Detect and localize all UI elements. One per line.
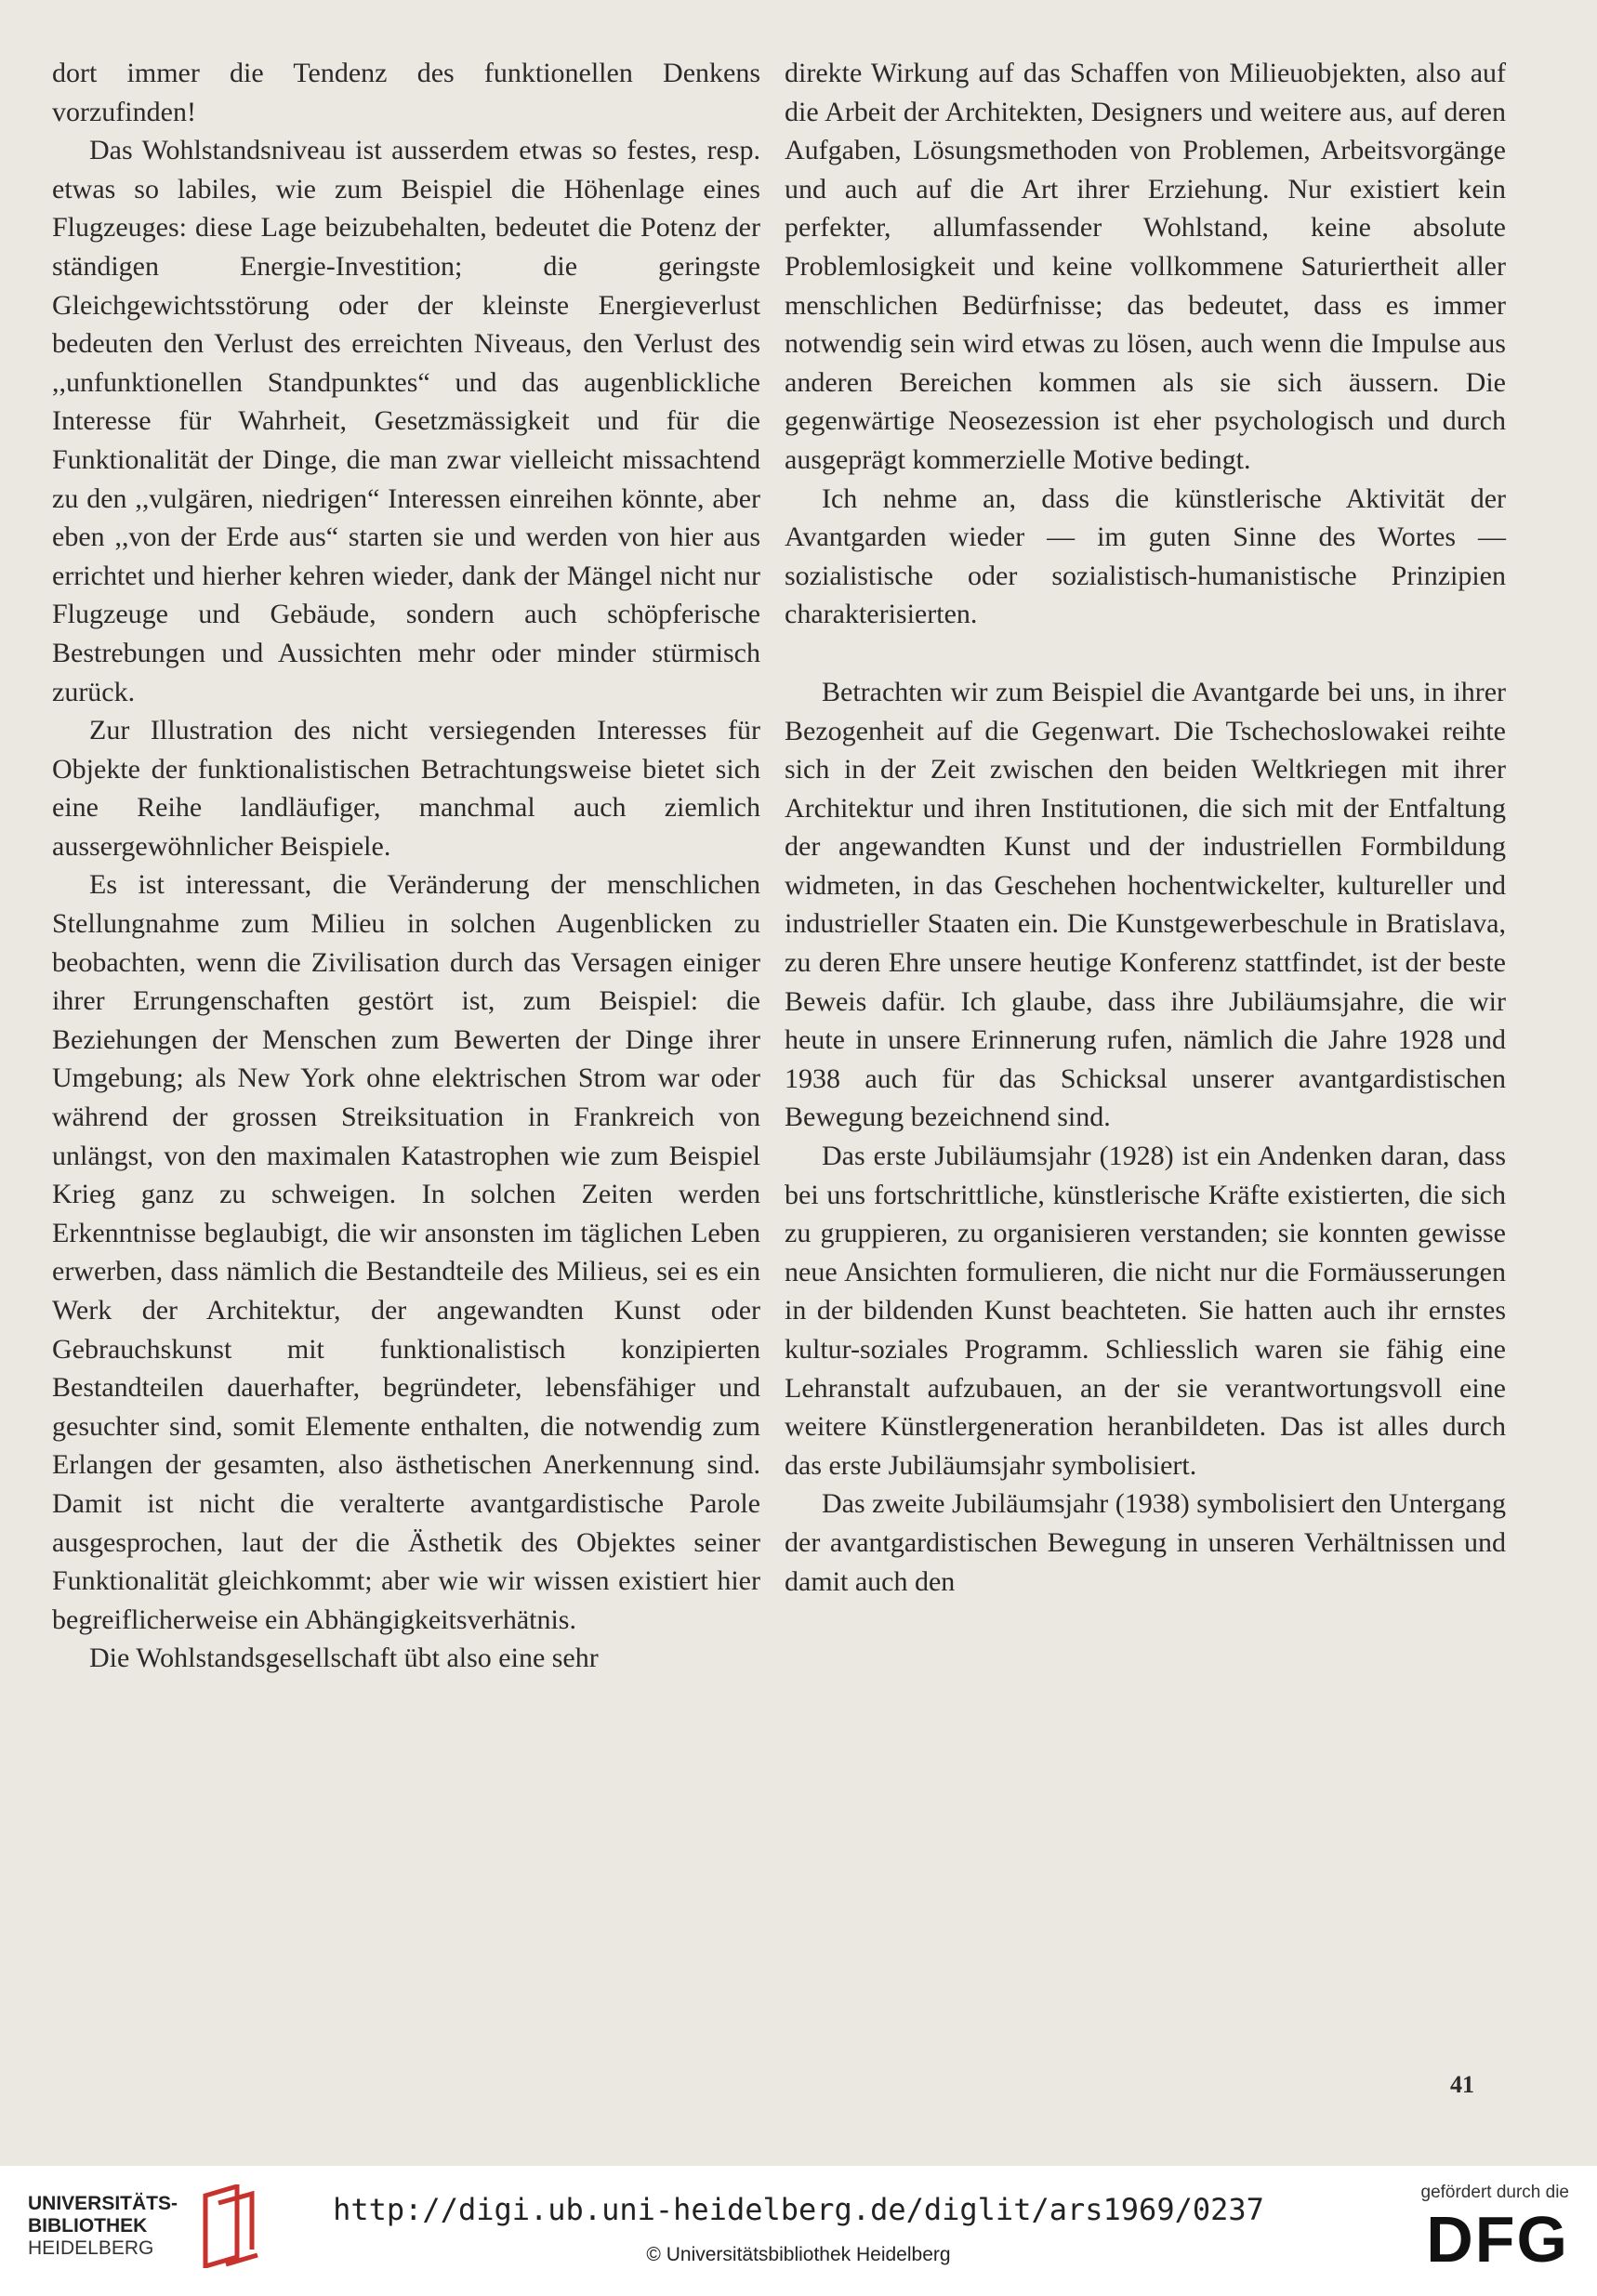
dfg-logo: DFG: [1426, 2203, 1569, 2276]
digitization-footer: [0, 2166, 1597, 2296]
paragraph: Ich nehme an, dass die künstlerische Aktivität der Avantgarden wieder — im guten Sinne des Wortes — sozialistische oder sozialistisch-humanistische Prinzipien charakterisierten.: [785, 482, 1506, 630]
paragraph: Das zweite Jubiläumsjahr (1938) symbolisiert den Untergang der avantgardistischen Bewegung in unseren Verhältnissen und damit auch den: [785, 1488, 1506, 1597]
paragraph: dort immer die Tendenz des funktionellen Denkens vorzufinden!: [52, 58, 760, 127]
right-text-column: [785, 54, 1506, 1601]
funding-note: gefördert durch die: [1420, 2183, 1569, 2202]
paragraph: Zur Illustration des nicht versiegenden Interesses für Objekte der funktionalistischen Betrachtungsweise bietet sich eine Reihe landläufiger, manchmal auch ziemlich aussergewöhnlicher Beispiele.: [52, 715, 760, 862]
paragraph: Die Wohlstandsgesellschaft übt also eine sehr: [89, 1643, 599, 1674]
left-text-column: [52, 54, 760, 1678]
paragraph: Das Wohlstandsniveau ist ausserdem etwas so festes, resp. etwas so labiles, wie zum Beispiel die Höhenlage eines Flugzeuges: diese Lage beizubehalten, bedeutet die Potenz der ständigen Energie-Investition; die geringste Gleichgewichtsstörung oder der kleinste Energieverlust bedeuten den Verlust des erreichten Niveaus, den Verlust des ,,unfunktionellen Standpunktes“ und das augenblickliche Interesse für Wahrheit, Gesetzmässigkeit und für die Funktionalität der Dinge, die man zwar vielleicht missachtend zu den ,,vulgären, niedrigen“ Interessen einreihen könnte, aber eben ,,von der Erde aus“ starten sie und werden von hier aus errichtet und hierher kehren wieder, dank der Mängel nicht nur Flugzeuge und Gebäude, sondern auch schöpferische Bestrebungen und Aussichten mehr oder minder stürmisch zurück.: [52, 135, 760, 707]
paragraph: direkte Wirkung auf das Schaffen von Milieuobjekten, also auf die Arbeit der Architekten, Designers und weitere aus, auf deren Aufgaben, Lösungsmethoden von Problemen, Arbeitsvorgänge und auch auf die Art ihrer Erziehung. Nur existiert kein perfekter, allumfassender Wohlstand, keine absolute Problemlosigkeit und keine vollkommene Saturiertheit aller menschlichen Bedürfnisse; das bedeutet, dass es immer notwendig sein wird etwas zu lösen, auch wenn die Impulse aus anderen Bereichen kommen als sie sich äussern. Die gegenwärtige Neosezession ist eher psychologisch und durch ausgeprägt kommerzielle Motive bedingt.: [785, 58, 1506, 475]
page-number: 41: [1450, 2071, 1474, 2098]
funder-block: [1420, 2183, 1570, 2276]
paragraph: Betrachten wir zum Beispiel die Avantgarde bei uns, in ihrer Bezogenheit auf die Gegenwart. Die Tschechoslowakei reihte sich in der Zeit zwischen den beiden Weltkriegen mit ihrer Architektur und ihren Institutionen, die sich mit der Entfaltung der angewandten Kunst und der industriellen Formbildung widmeten, in das Geschehen hochentwickelter, kultureller und industrieller Staaten ein. Die Kunstgewerbeschule in Bratislava, zu deren Ehre unsere heutige Konferenz stattfindet, ist der beste Beweis dafür. Ich glaube, dass ihre Jubiläumsjahre, die wir heute in unsere Erinnerung rufen, nämlich die Jahre 1928 und 1938 auch für das Schicksal unserer avantgardistischen Bewegung bezeichnend sind.: [785, 676, 1506, 1133]
library-name-line2: BIBLIOTHEK: [28, 2215, 148, 2237]
paragraph: Es ist interessant, die Veränderung der menschlichen Stellungnahme zum Milieu in solchen Augenblicken zu beobachten, wenn die Zivilisation durch das Versagen einiger ihrer Errungenschaften gestört ist, zum Beispiel: die Beziehungen der Menschen zum Bewerten der Dinge ihrer Umgebung; als New York ohne elektrischen Strom war oder während der grossen Streiksituation in Frankreich von unlängst, von den maximalen Katastrophen wie zum Beispiel Krieg ganz zu schweigen. In solchen Zeiten werden Erkenntnisse beglaubigt, die wir ansonsten im täglichen Leben erwerben, dass nämlich die Bestandteile des Milieus, sei es ein Werk der Architektur, der angewandten Kunst oder Gebrauchskunst mit funktionalistisch konzipierten Bestandteilen dauerhafter, begründeter, lebensfähiger und gesuchter sind, somit Elemente enthalten, die notwendig zum Erlangen der gesamten, also ästhetischen Anerkennung sind. Damit ist nicht die veralterte avantgardistische Parole ausgesprochen, laut der die Ästhetik des Objektes seiner Funktionalität gleichkommt; aber wie wir wissen existiert hier begreiflicherweise ein Abhängigkeitsverhätnis.: [52, 869, 760, 1635]
source-url-link[interactable]: http://digi.ub.uni-heidelberg.de/diglit/ars1969/0237: [333, 2192, 1264, 2227]
library-name-line3: HEIDELBERG: [28, 2237, 154, 2259]
copyright-notice: © Universitätsbibliothek Heidelberg: [646, 2244, 951, 2265]
library-name-line1: UNIVERSITÄTS-: [28, 2193, 178, 2214]
paragraph: Das erste Jubiläumsjahr (1928) ist ein Andenken daran, dass bei uns fortschrittliche, künstlerische Kräfte existierten, die sich zu gruppieren, zu organisieren verstanden; sie konnten gewisse neue Ansichten formulieren, die nicht nur die Formäusserungen in der bildenden Kunst beachteten. Sie hatten auch ihr ernstes kultur-soziales Programm. Schliesslich waren sie fähig eine Lehranstalt aufzubauen, an der sie verantwortungsvoll eine weitere Künstlergeneration heranbildeten. Das ist alles durch das erste Jubiläumsjahr symbolisiert.: [785, 1141, 1506, 1481]
